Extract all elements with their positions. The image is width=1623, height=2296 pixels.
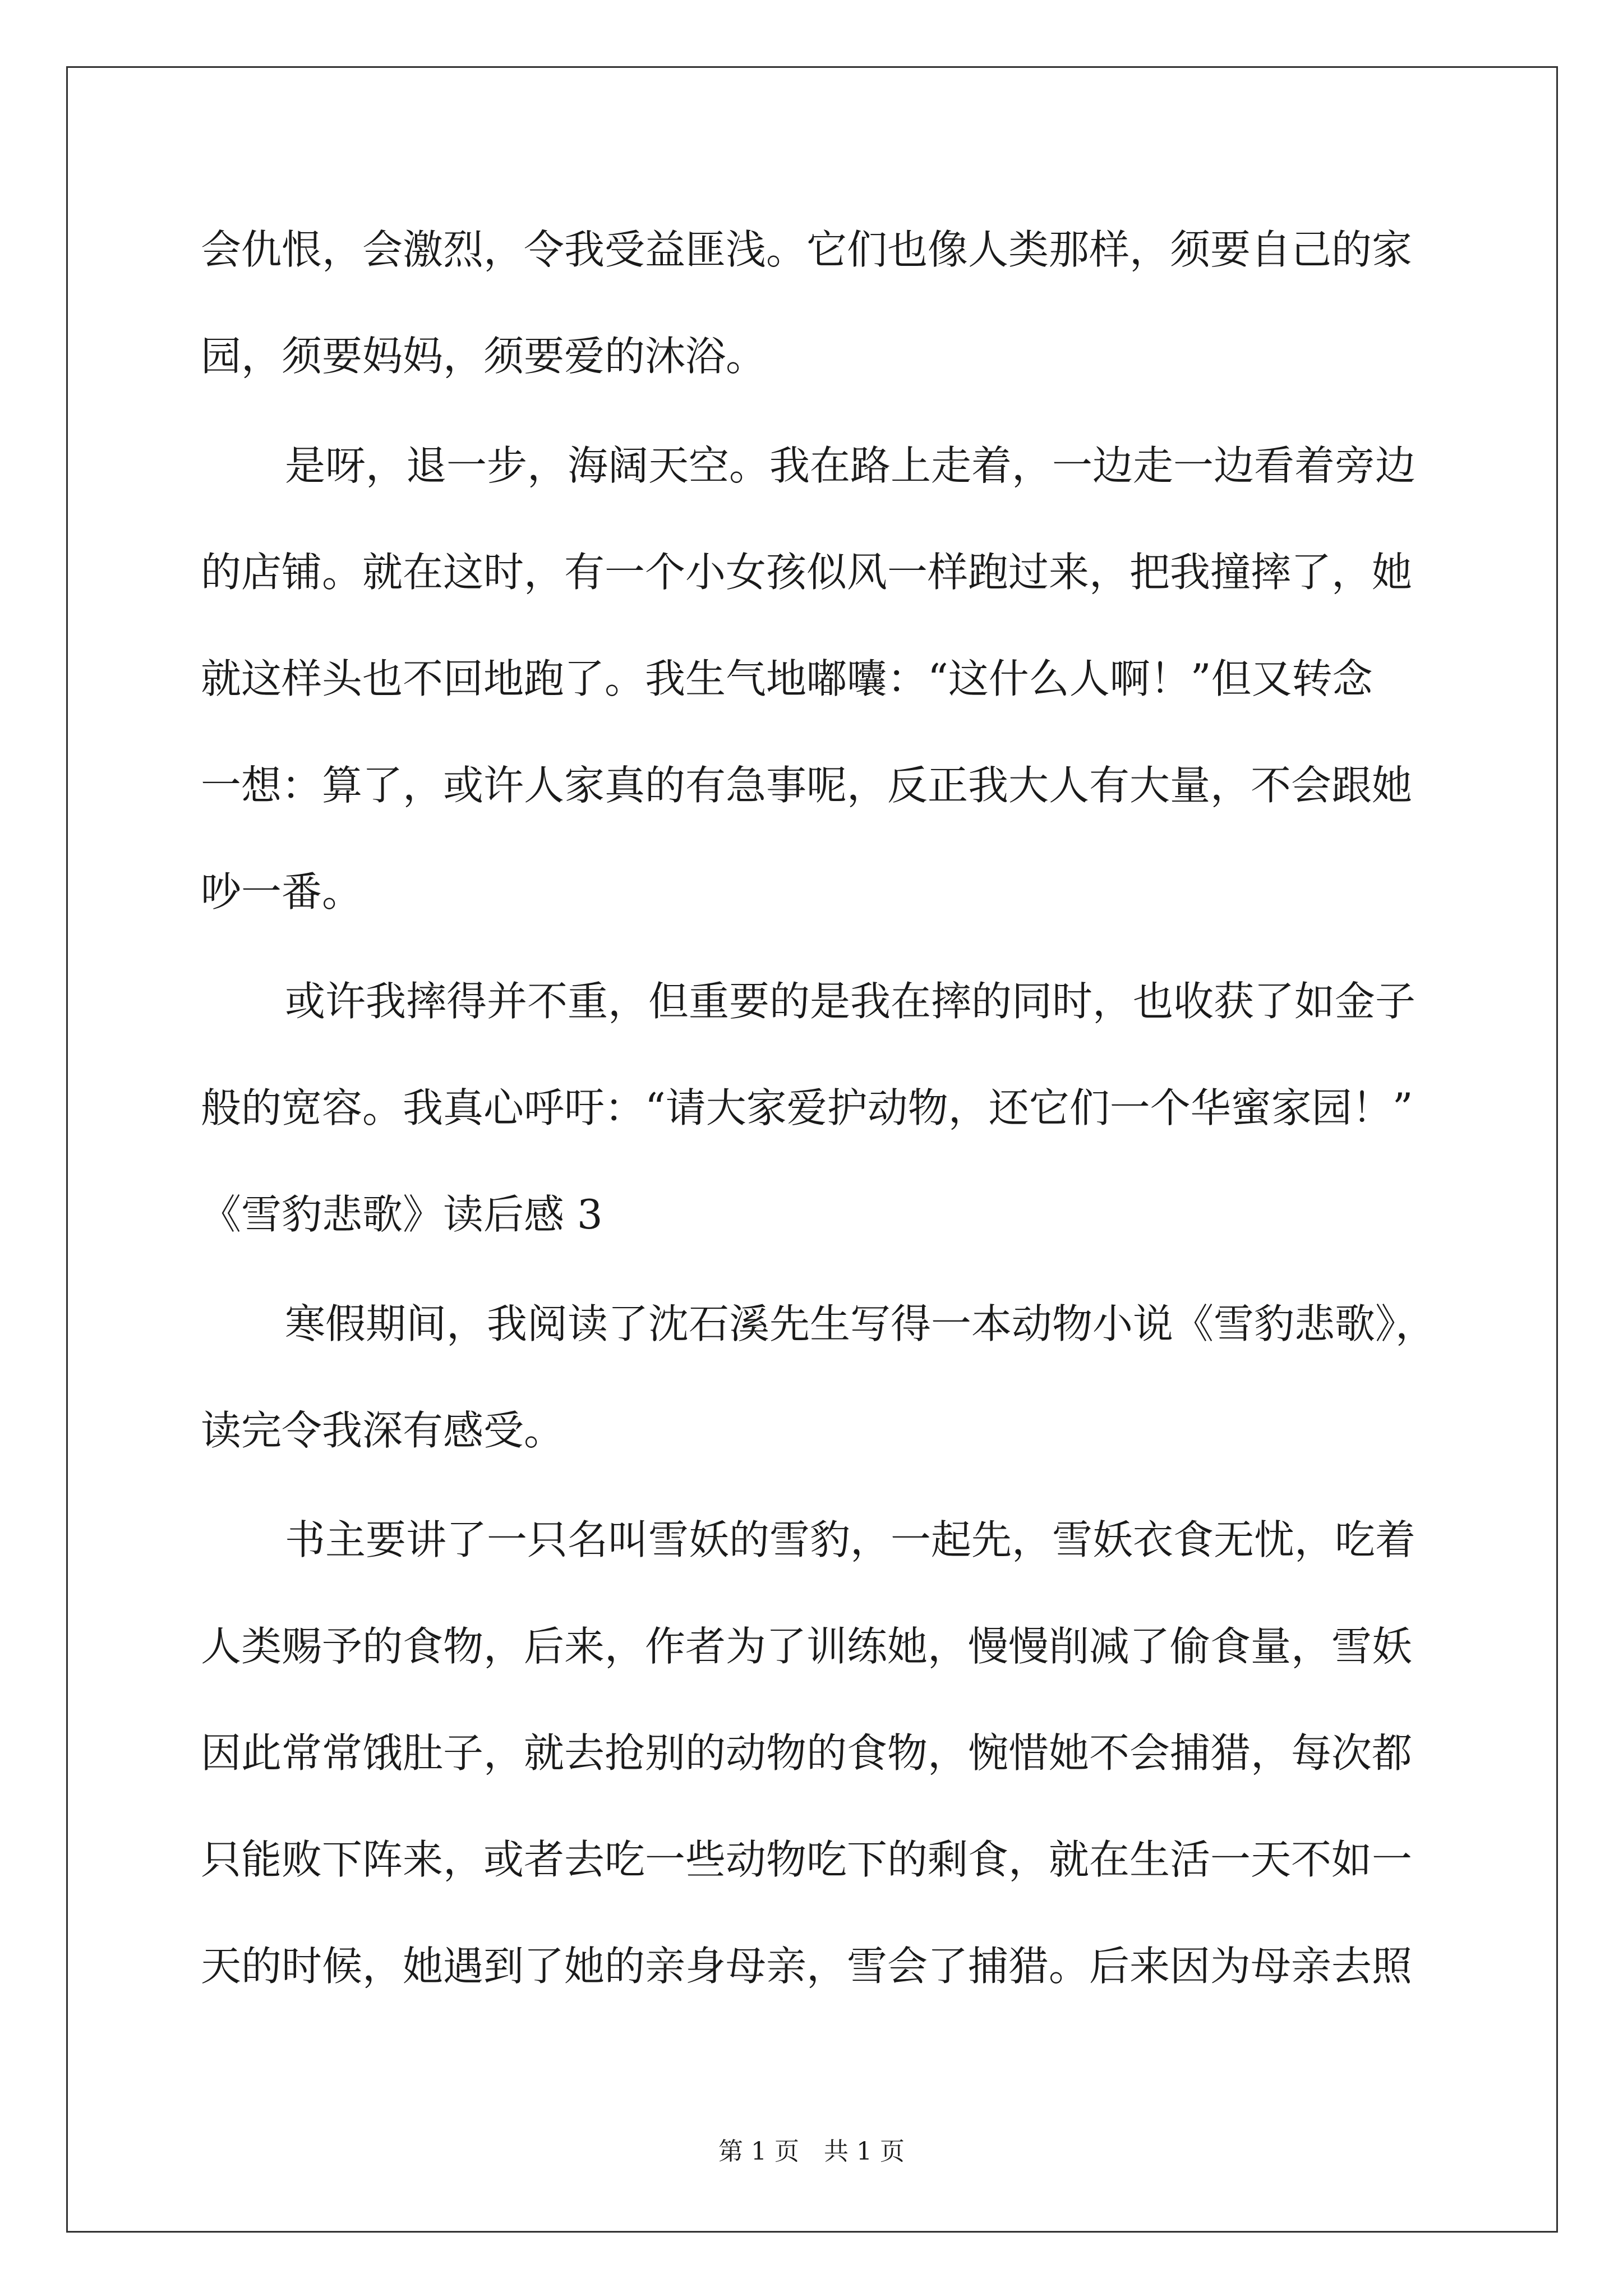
paragraph-line: 是呀，退一步，海阔天空。我在路上走着，一边走一边看着旁边 <box>285 442 1416 489</box>
paragraph-line: 的店铺。就在这时，有一个小女孩似风一样跑过来，把我撞摔了，她 <box>201 549 1413 596</box>
paragraph-line: 只能败下阵来，或者去吃一些动物吃下的剩食，就在生活一天不如一 <box>201 1836 1413 1883</box>
paragraph-line: 般的宽容。我真心呼吁：“请大家爱护动物，还它们一个华蜜家园！” <box>201 1084 1413 1131</box>
paragraph-line: 因此常常饿肚子，就去抢别的动物的食物，惋惜她不会捕猎，每次都 <box>201 1729 1413 1777</box>
paragraph-line: 或许我摔得并不重，但重要的是我在摔的同时，也收获了如金子 <box>285 978 1416 1025</box>
page-border <box>66 66 1558 2233</box>
paragraph-line: 会仇恨，会激烈，令我受益匪浅。它们也像人类那样，须要自己的家 <box>201 226 1413 273</box>
paragraph-line: 读完令我深有感受。 <box>201 1407 565 1454</box>
paragraph-line: 天的时候，她遇到了她的亲身母亲，雪会了捕猎。后来因为母亲去照 <box>201 1943 1413 1990</box>
paragraph-line: 书主要讲了一只名叫雪妖的雪豹，一起先，雪妖衣食无忧，吃着 <box>285 1516 1416 1563</box>
paragraph-line: 园，须要妈妈，须要爱的沐浴。 <box>201 333 767 380</box>
paragraph-line: 寒假期间，我阅读了沈石溪先生写得一本动物小说《雪豹悲歌》， <box>285 1300 1436 1347</box>
paragraph-line: 人类赐予的食物，后来，作者为了训练她，慢慢削减了偷食量，雪妖 <box>201 1623 1413 1670</box>
paragraph-line: 一想：算了，或许人家真的有急事呢，反正我大人有大量，不会跟她 <box>201 762 1413 809</box>
section-heading: 《雪豹悲歌》读后感 3 <box>201 1191 603 1238</box>
paragraph-line: 吵一番。 <box>201 868 363 915</box>
page-footer: 第 1 页 共 1 页 <box>718 2137 905 2166</box>
paragraph-line: 就这样头也不回地跑了。我生气地嘟囔：“这什么人啊！”但又转念 <box>201 655 1373 702</box>
